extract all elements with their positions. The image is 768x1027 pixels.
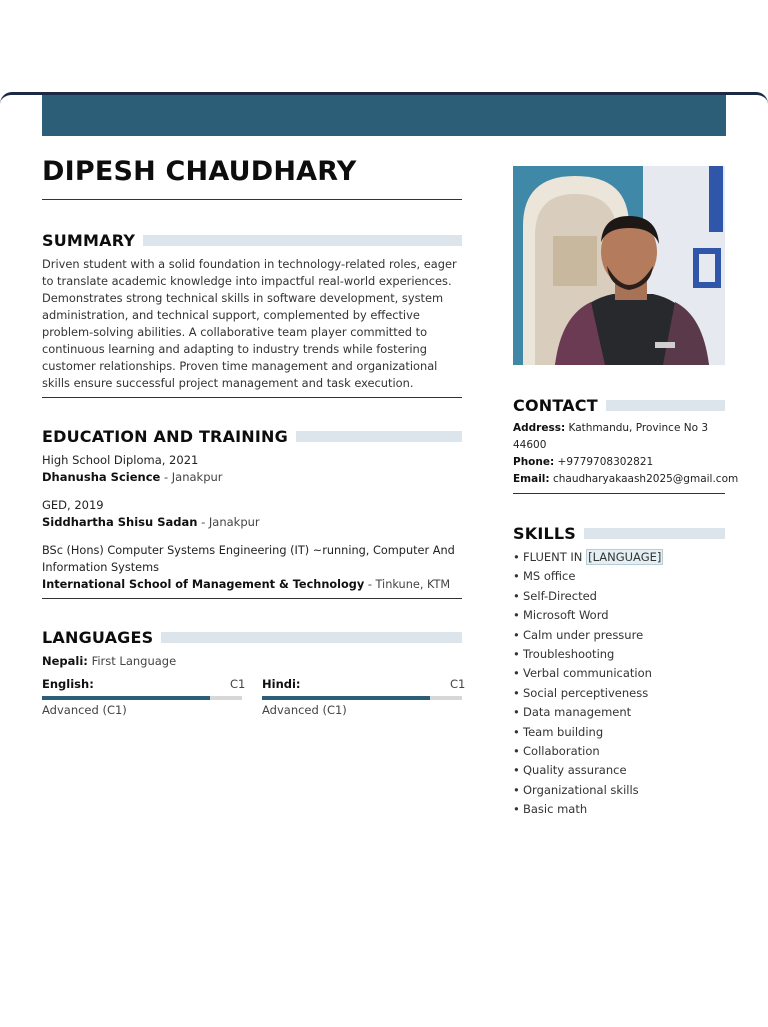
language-name: English: [42,677,94,691]
summary-line: customer relationships. Proven time management and organizational [42,359,438,373]
contact-address-value: Kathmandu, Province No 3 [568,422,709,434]
skill-text: Troubleshooting [523,647,615,662]
education-degree: BSc (Hons) Computer Systems Engineering (IT) ~running, Computer And [42,544,455,557]
skill-item [513,567,663,586]
bullet-icon: • [513,724,520,739]
section-title: LANGUAGES [42,628,154,647]
education-location: Janakpur [208,515,260,529]
education-degree: High School Diploma, 2021 [42,453,199,467]
bullet-icon: • [513,763,520,778]
education-school-line [42,514,260,531]
skill-text: Microsoft Word [523,608,609,623]
contact-address-label: Address: [513,422,566,434]
bullet-icon: • [513,705,520,720]
profile-photo-image [513,166,725,365]
contact-phone [513,454,653,471]
bullet-icon: • [513,802,520,817]
section-bar [296,431,462,442]
skill-item [513,800,663,819]
section-bar [584,528,725,539]
proficiency-bar [262,696,462,700]
divider [42,397,462,398]
profile-photo [513,166,725,365]
summary-line: to translate academic knowledge into impactful real-world experiences. [42,274,452,288]
native-language [42,653,176,670]
education-school: Dhanusha Science [42,470,161,484]
education-degree: GED, 2019 [42,498,104,512]
section-title: SUMMARY [42,231,136,250]
section-bar [606,400,725,411]
section-bar [161,632,462,643]
candidate-name: DIPESH CHAUDHARY [42,156,357,187]
language-name: Hindi: [262,677,301,691]
summary-line: continuous learning and adapting to industry trends while fostering [42,342,427,356]
education-location: Janakpur [171,470,223,484]
bullet-icon: • [513,744,520,759]
contact-email [513,471,738,488]
bullet-icon: • [513,588,520,603]
contact-address [513,420,708,437]
summary-line: problem-solving abilities. A collaborative team player committed to [42,325,428,339]
section-title: EDUCATION AND TRAINING [42,427,288,446]
proficiency-fill [42,696,210,700]
skill-text: Social perceptiveness [523,685,649,700]
skills-list [513,548,663,820]
education-heading [42,427,462,446]
bullet-icon: • [513,685,520,700]
contact-phone-label: Phone: [513,456,555,468]
bullet-icon: • [513,550,520,564]
education-school: International School of Management & Technology [42,578,365,591]
skill-item [513,742,663,761]
skill-text: FLUENT IN [523,550,587,564]
bullet-icon: • [513,647,520,662]
skill-text: Team building [523,724,604,739]
native-language-value: First Language [91,654,177,668]
separator: - [197,515,209,529]
skill-text: Data management [523,705,632,720]
skill-text: MS office [523,569,576,584]
education-school: Siddhartha Shisu Sadan [42,515,198,529]
skill-text: Calm under pressure [523,627,644,642]
bullet-icon: • [513,666,520,681]
section-title: SKILLS [513,524,576,543]
native-language-label: Nepali: [42,654,88,668]
skill-text: Basic math [523,802,588,817]
skill-text: Self-Directed [523,588,597,603]
contact-email-value[interactable]: chaudharyakaash2025@gmail.com [552,473,739,485]
section-bar [143,235,462,246]
skill-item [513,587,663,606]
education-school-line [42,576,450,593]
skill-item [513,761,663,780]
language-description: Advanced (C1) [262,703,347,717]
languages-heading [42,628,462,647]
education-school-line [42,469,223,486]
skill-placeholder: [LANGUAGE] [588,550,662,564]
skill-item [513,548,663,567]
skill-item [513,723,663,742]
education-location: Tinkune, KTM [375,578,451,591]
bullet-icon: • [513,627,520,642]
divider [42,598,462,599]
skill-text: Organizational skills [523,782,639,797]
separator: - [160,470,172,484]
skill-item [513,606,663,625]
contact-email-label: Email: [513,473,550,485]
bullet-icon: • [513,608,520,623]
contact-heading [513,396,725,415]
skill-text: Collaboration [523,744,600,759]
header-accent-bar [42,95,726,136]
summary-line: administration, and technical support, complemented by effective [42,308,420,322]
contact-phone-value[interactable]: +9779708302821 [557,456,654,468]
skill-text: Quality assurance [523,763,627,778]
bullet-icon: • [513,569,520,584]
section-title: CONTACT [513,396,598,415]
summary-line: skills ensure successful project management and task execution. [42,376,414,390]
proficiency-fill [262,696,430,700]
education-degree-cont: Information Systems [42,561,159,574]
summary-heading [42,231,462,250]
skill-item [513,645,663,664]
skill-item [513,626,663,645]
divider [42,199,462,200]
skills-heading [513,524,725,543]
language-level: C1 [450,677,466,691]
bullet-icon: • [513,782,520,797]
skill-item [513,781,663,800]
contact-zip: 44600 [513,439,547,451]
summary-text [42,256,464,392]
divider [513,493,725,494]
summary-line: Demonstrates strong technical skills in software development, system [42,291,444,305]
skill-item [513,684,663,703]
summary-line: Driven student with a solid foundation in technology-related roles, eager [42,257,457,271]
skill-item [513,664,663,683]
skill-text: Verbal communication [523,666,652,681]
separator: - [364,578,376,591]
proficiency-bar [42,696,242,700]
language-description: Advanced (C1) [42,703,127,717]
skill-item [513,703,663,722]
language-level: C1 [230,677,246,691]
